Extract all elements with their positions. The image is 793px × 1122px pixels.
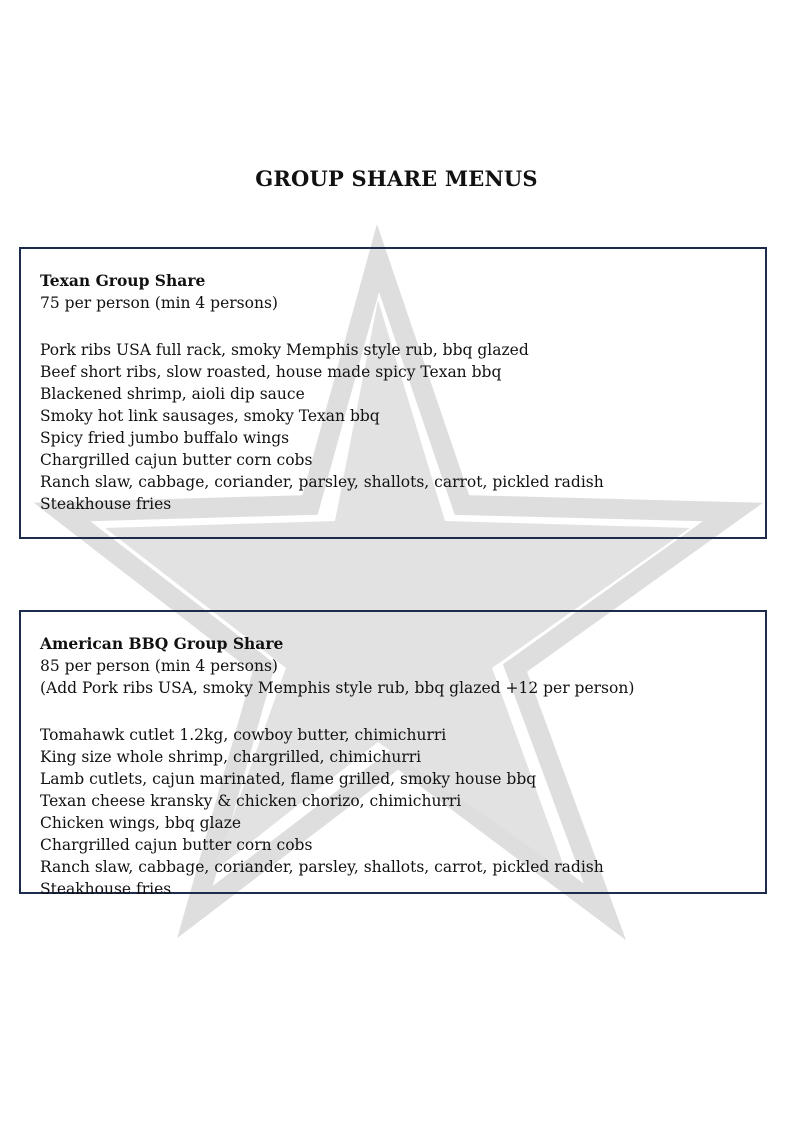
list-item: Beef short ribs, slow roasted, house made spicy Texan bbq: [40, 363, 502, 381]
list-item: Chargrilled cajun butter corn cobs: [40, 451, 313, 469]
list-item: Chicken wings, bbq glaze: [40, 814, 242, 832]
list-item: Steakhouse fries: [40, 880, 172, 898]
menu-note: (Add Pork ribs USA, smoky Memphis style rub, bbq glazed +12 per person): [40, 679, 635, 697]
texan-group-share-box: [19, 247, 767, 539]
list-item: Blackened shrimp, aioli dip sauce: [40, 385, 305, 403]
list-item: Chargrilled cajun butter corn cobs: [40, 836, 313, 854]
list-item: Texan cheese kransky & chicken chorizo, chimichurri: [40, 792, 462, 810]
list-item: King size whole shrimp, chargrilled, chimichurri: [40, 748, 422, 766]
list-item: Lamb cutlets, cajun marinated, flame grilled, smoky house bbq: [40, 770, 537, 788]
menu-price: 75 per person (min 4 persons): [40, 294, 278, 312]
list-item: Spicy fried jumbo buffalo wings: [40, 429, 290, 447]
american-bbq-group-share-box: [19, 610, 767, 898]
list-item: Ranch slaw, cabbage, coriander, parsley, shallots, carrot, pickled radish: [40, 858, 604, 876]
list-item: Tomahawk cutlet 1.2kg, cowboy butter, chimichurri: [40, 726, 447, 744]
menu-title: American BBQ Group Share: [40, 634, 284, 653]
list-item: Steakhouse fries: [40, 495, 172, 513]
menu-price: 85 per person (min 4 persons): [40, 657, 278, 675]
menu-title: Texan Group Share: [40, 271, 206, 290]
page-title: GROUP SHARE MENUS: [255, 166, 538, 191]
menu-items-list: [40, 339, 755, 515]
list-item: Smoky hot link sausages, smoky Texan bbq: [40, 407, 380, 425]
list-item: Pork ribs USA full rack, smoky Memphis style rub, bbq glazed: [40, 341, 529, 359]
menu-items-list: [40, 724, 755, 900]
list-item: Ranch slaw, cabbage, coriander, parsley, shallots, carrot, pickled radish: [40, 473, 604, 491]
